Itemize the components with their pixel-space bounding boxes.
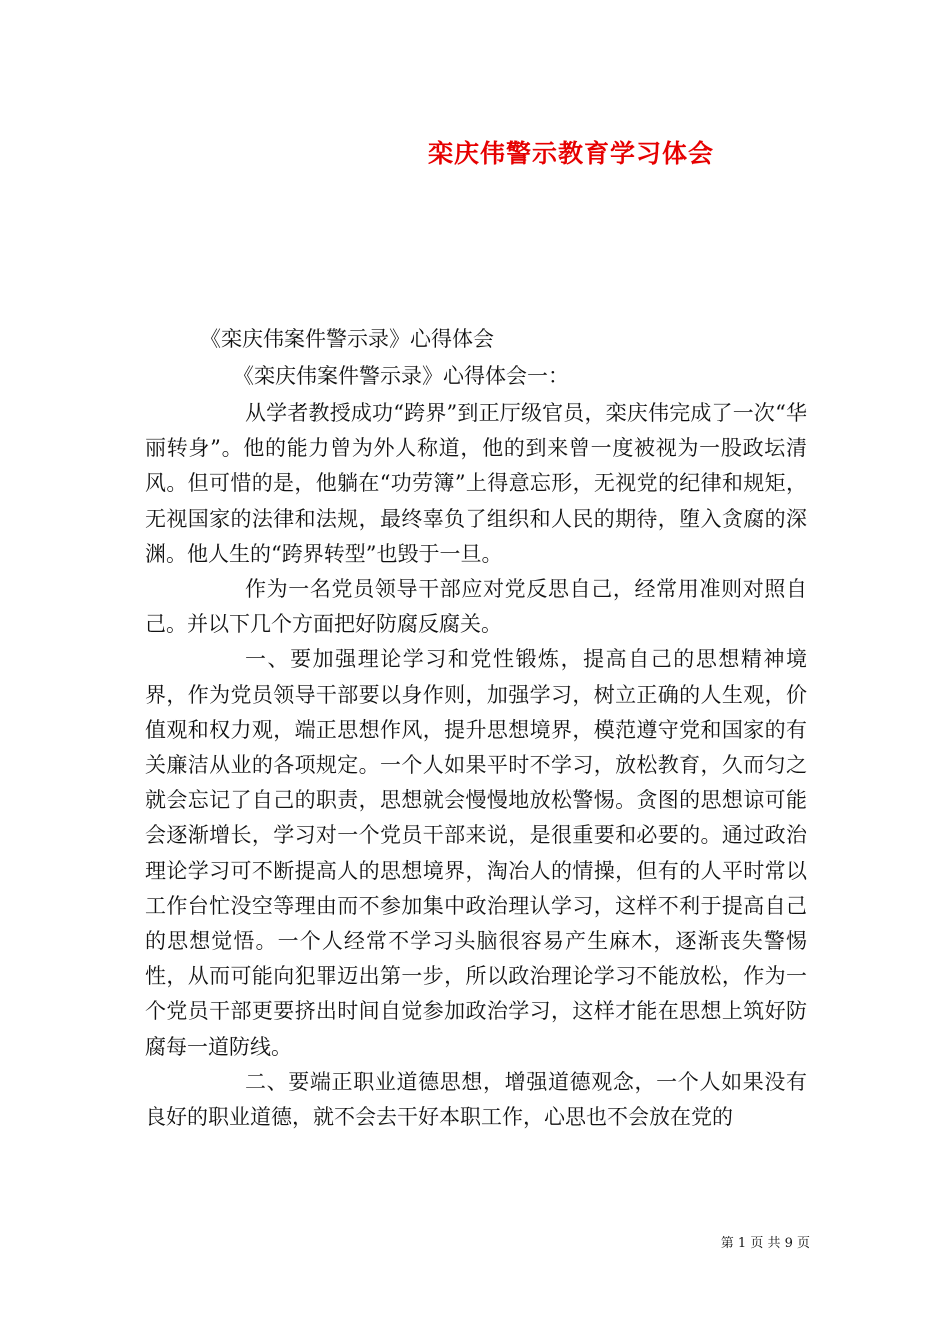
document-subheading: 《栾庆伟案件警示录》心得体会一： [233,364,569,388]
body-paragraph: 二、要端正职业道德思想，增强道德观念，一个人如果没有良好的职业道德，就不会去干好本职工作，心思也不会放在党的 [145,1069,807,1130]
document-title: 栾庆伟警示教育学习体会 [427,139,714,168]
body-paragraph: 作为一名党员领导干部应对党反思自己，经常用准则对照自己。并以下几个方面把好防腐反腐关。 [145,577,807,637]
document-body [145,396,807,1135]
body-paragraph: 从学者教授成功“跨界”到正厅级官员，栾庆伟完成了一次“华丽转身”。他的能力曾为外人称道，他的到来曾一度被视为一股政坛清风。但可惜的是，他躺在“功劳簿”上得意忘形，无视党的纪律和规矩，无视国家的法律和法规，最终辜负了组织和人民的期待，堕入贪腐的深渊。他人生的“跨界转型”也毁于一旦。 [145,401,807,566]
document-subtitle: 《栾庆伟案件警示录》心得体会 [200,327,494,351]
page-number: 第 1 页 共 9 页 [720,1236,810,1251]
body-paragraph: 一、要加强理论学习和党性锻炼，提高自己的思想精神境界，作为党员领导干部要以身作则，加强学习，树立正确的人生观，价值观和权力观，端正思想作风，提升思想境界，模范遵守党和国家的有关廉洁从业的各项规定。一个人如果平时不学习，放松教育，久而匀之就会忘记了自己的职责，思想就会慢慢地放松警惕。贪图的思想谅可能会逐渐增长，学习对一个党员干部来说，是很重要和必要的。通过政治理论学习可不断提高人的思想境界，淘冶人的情操，但有的人平时常以工作台忙没空等理由而不参加集中政治理认学习，这样不利于提高自己的思想觉悟。一个人经常不学习头脑很容易产生麻木，逐渐丧失警惕性，从而可能向犯罪迈出第一步，所以政治理论学习不能放松，作为一个党员干部更要挤出时间自觉参加政治学习，这样才能在思想上筑好防腐每一道防线。 [145,647,807,1059]
